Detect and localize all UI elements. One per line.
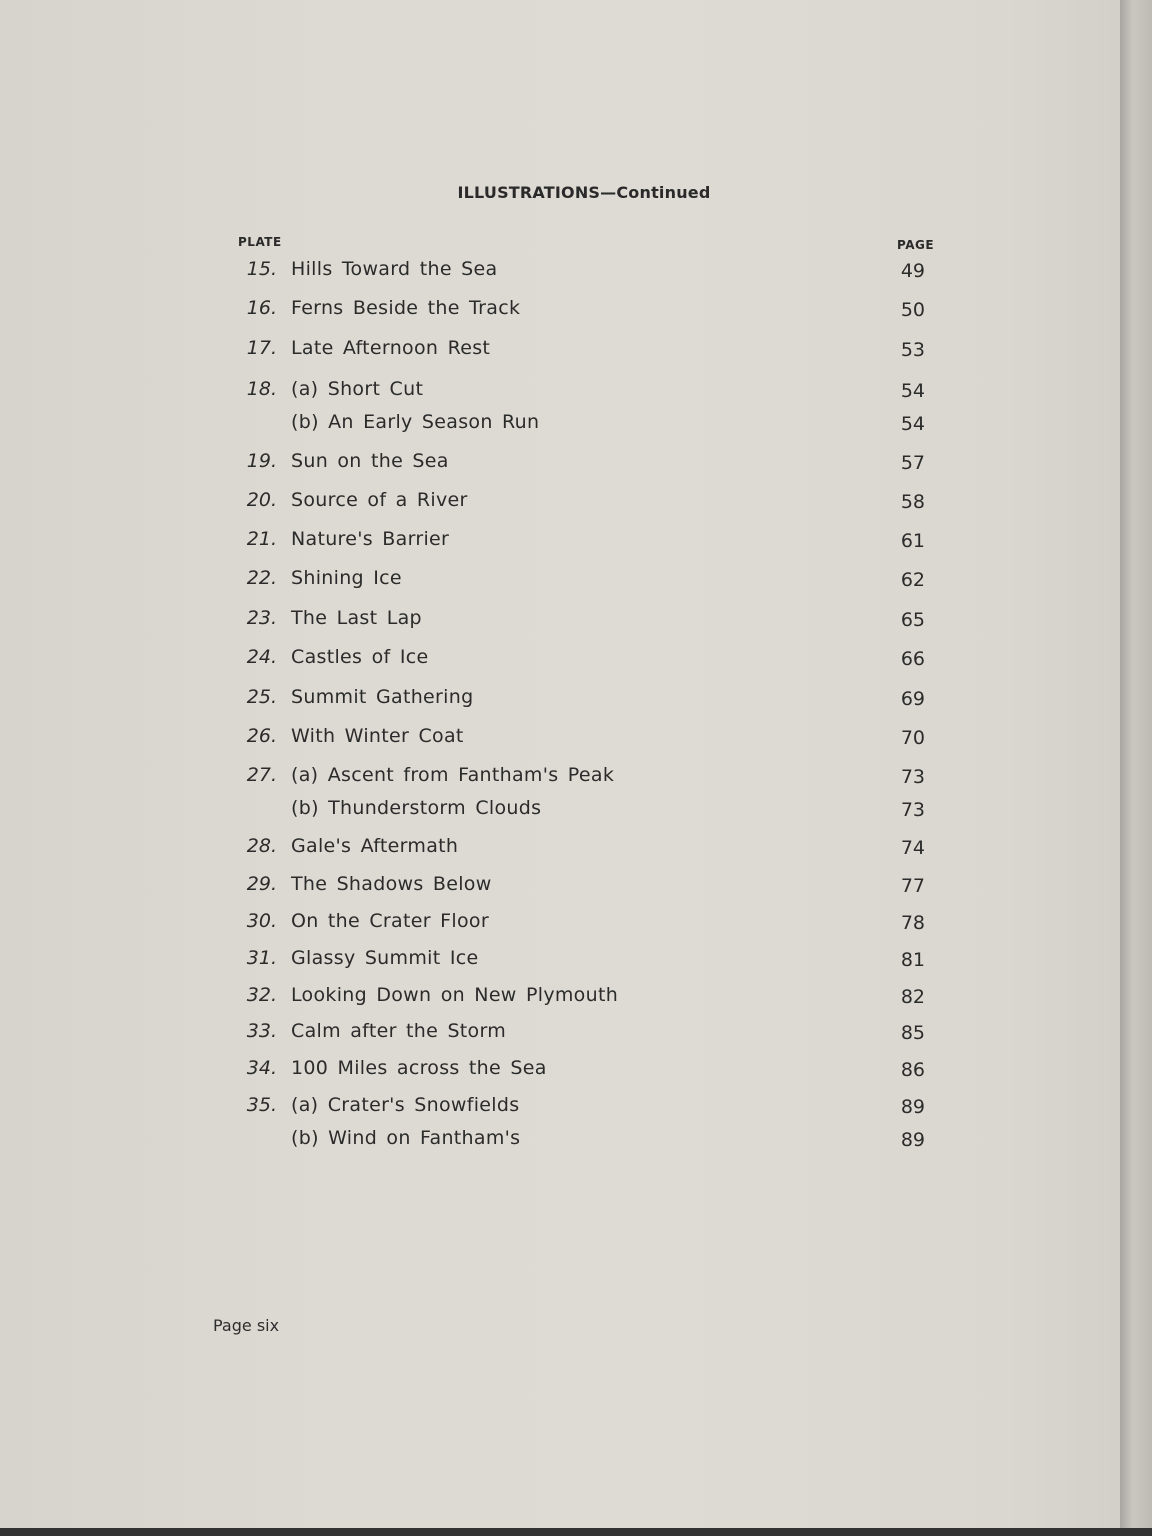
plate-number: 28. — [246, 835, 277, 857]
page-column-header: PAGE — [897, 238, 935, 252]
page-number: 61 — [900, 530, 925, 552]
page-number: 54 — [900, 380, 925, 402]
section-heading: ILLUSTRATIONS—Continued — [457, 183, 711, 202]
page-number: 85 — [900, 1022, 925, 1044]
plate-number: 17. — [246, 337, 277, 359]
plate-number: 26. — [246, 725, 277, 747]
plate-title: (b) An Early Season Run — [291, 411, 540, 433]
plate-title: Castles of Ice — [291, 646, 429, 668]
list-item — [0, 411, 1120, 441]
page-number: 57 — [900, 452, 925, 474]
plate-title: (a) Short Cut — [291, 378, 424, 400]
plate-number: 16. — [246, 297, 277, 319]
list-item — [0, 337, 1120, 367]
list-item — [0, 1057, 1120, 1087]
list-item — [0, 450, 1120, 480]
list-item — [0, 378, 1120, 408]
page-number: 65 — [900, 609, 925, 631]
list-item — [0, 764, 1120, 794]
page-bottom-edge — [0, 1528, 1152, 1536]
page-edge — [1120, 0, 1152, 1536]
page-number: 73 — [900, 799, 925, 821]
plate-number: 34. — [246, 1057, 277, 1079]
list-item — [0, 646, 1120, 676]
page-number: 81 — [900, 949, 925, 971]
list-item — [0, 1094, 1120, 1124]
list-item — [0, 567, 1120, 597]
list-item — [0, 910, 1120, 940]
list-item — [0, 947, 1120, 977]
plate-title: Gale's Aftermath — [291, 835, 459, 857]
plate-number: 32. — [246, 984, 277, 1006]
plate-title: 100 Miles across the Sea — [291, 1057, 547, 1079]
plate-number: 21. — [246, 528, 277, 550]
plate-title: The Shadows Below — [291, 873, 492, 895]
page-number: 49 — [900, 260, 925, 282]
page-number: 86 — [900, 1059, 925, 1081]
list-item — [0, 984, 1120, 1014]
plate-title: Hills Toward the Sea — [291, 258, 498, 280]
list-item — [0, 725, 1120, 755]
plate-title: Ferns Beside the Track — [291, 297, 521, 319]
page-number: 77 — [900, 875, 925, 897]
plate-number: 24. — [246, 646, 277, 668]
plate-number: 30. — [246, 910, 277, 932]
plate-title: Shining Ice — [291, 567, 402, 589]
page-number: 74 — [900, 837, 925, 859]
plate-title: Late Afternoon Rest — [291, 337, 491, 359]
list-item — [0, 1127, 1120, 1157]
plate-title: (a) Ascent from Fantham's Peak — [291, 764, 615, 786]
plate-title: Glassy Summit Ice — [291, 947, 479, 969]
list-item — [0, 686, 1120, 716]
plate-number: 25. — [246, 686, 277, 708]
list-item — [0, 797, 1120, 827]
plate-title: Calm after the Storm — [291, 1020, 507, 1042]
page-number: 62 — [900, 569, 925, 591]
plate-number: 18. — [246, 378, 277, 400]
plate-number: 27. — [246, 764, 277, 786]
plate-number: 35. — [246, 1094, 277, 1116]
list-item — [0, 528, 1120, 558]
page-number: 70 — [900, 727, 925, 749]
plate-number: 29. — [246, 873, 277, 895]
plate-number: 31. — [246, 947, 277, 969]
page-number: 53 — [900, 339, 925, 361]
page-number: 78 — [900, 912, 925, 934]
plate-title: Nature's Barrier — [291, 528, 450, 550]
plate-number: 33. — [246, 1020, 277, 1042]
page-number: 73 — [900, 766, 925, 788]
list-item — [0, 835, 1120, 865]
plate-number: 19. — [246, 450, 277, 472]
list-item — [0, 607, 1120, 637]
plate-title: On the Crater Floor — [291, 910, 489, 932]
list-item — [0, 1020, 1120, 1050]
page-number: 89 — [900, 1096, 925, 1118]
plate-number: 23. — [246, 607, 277, 629]
plate-title: Looking Down on New Plymouth — [291, 984, 619, 1006]
page-number: 89 — [900, 1129, 925, 1151]
plate-number: 20. — [246, 489, 277, 511]
page-number: 82 — [900, 986, 925, 1008]
page-number: 54 — [900, 413, 925, 435]
plate-title: (b) Thunderstorm Clouds — [291, 797, 542, 819]
page-number: 50 — [900, 299, 925, 321]
plate-title: The Last Lap — [291, 607, 422, 629]
page-footer: Page six — [213, 1316, 280, 1335]
plate-title: With Winter Coat — [291, 725, 464, 747]
plate-title: (a) Crater's Snowfields — [291, 1094, 520, 1116]
list-item — [0, 297, 1120, 327]
plate-title: Sun on the Sea — [291, 450, 449, 472]
plate-number: 15. — [246, 258, 277, 280]
plate-number: 22. — [246, 567, 277, 589]
list-item — [0, 873, 1120, 903]
list-item — [0, 489, 1120, 519]
page-number: 58 — [900, 491, 925, 513]
plate-column-header: PLATE — [238, 235, 282, 249]
plate-title: (b) Wind on Fantham's — [291, 1127, 521, 1149]
page-number: 69 — [900, 688, 925, 710]
list-item — [0, 258, 1120, 288]
plate-title: Summit Gathering — [291, 686, 474, 708]
page-number: 66 — [900, 648, 925, 670]
plate-title: Source of a River — [291, 489, 468, 511]
